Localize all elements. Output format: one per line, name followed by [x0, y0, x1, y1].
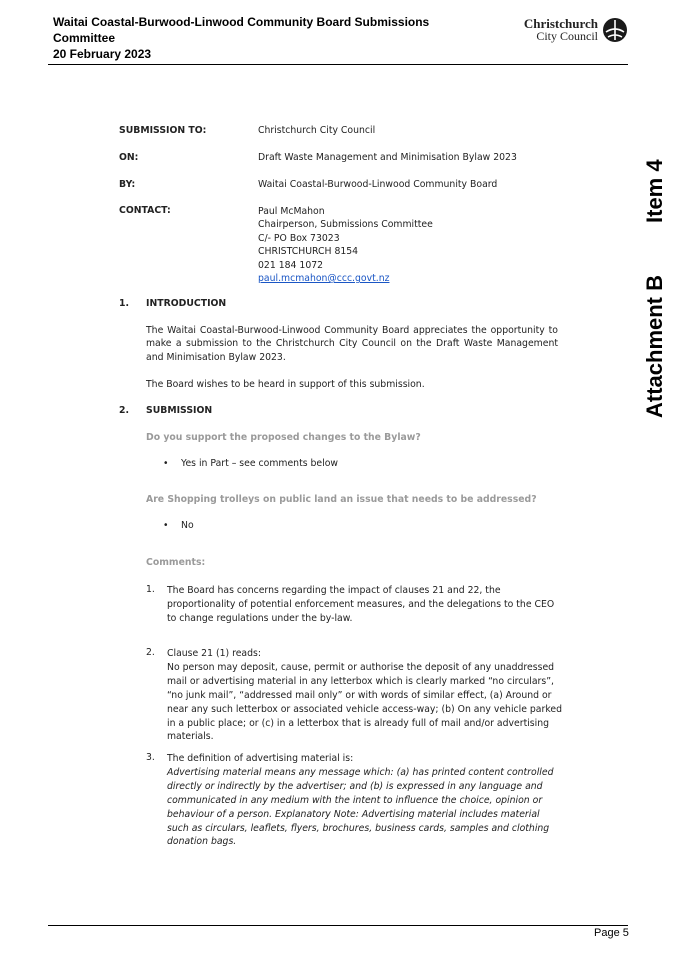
intro-paragraph-2: The Board wishes to be heard in support of this submission.	[146, 379, 425, 390]
side-item-label: Item 4	[642, 159, 667, 223]
side-attachment-label: Attachment B	[642, 274, 667, 418]
comment-3-definition: Advertising material means any message which: (a) has printed content controlled directly or indirectly by the advertiser; and (b) is expressed in any language and communicated in any medium with the intent to influence the choice, opinion or behaviour of a person. Explanatory Note: Advertising material includes material such as circulars, leaflets, flyers, brochures, business cards, samples and clothing donation bags.	[167, 766, 554, 848]
submission-heading: SUBMISSION	[146, 405, 213, 416]
intro-heading: INTRODUCTION	[146, 298, 227, 309]
contact-details	[258, 205, 433, 285]
comment-2-heading: Clause 21 (1) reads:	[167, 648, 262, 659]
answer-2-bullet: •	[163, 520, 169, 531]
by-label: BY:	[119, 179, 136, 190]
header-date: 20 February 2023	[53, 47, 152, 61]
header-title-line2: Committee	[53, 31, 116, 45]
submission-section-number: 2.	[119, 405, 130, 416]
contact-name: Paul McMahon	[258, 206, 325, 217]
contact-email-link[interactable]: paul.mcmahon@ccc.govt.nz	[258, 273, 390, 285]
question-2: Are Shopping trolleys on public land an issue that needs to be addressed?	[146, 494, 537, 505]
contact-label: CONTACT:	[119, 205, 171, 216]
question-1: Do you support the proposed changes to the Bylaw?	[146, 432, 421, 443]
logo-text-line1: Christchurch	[523, 16, 598, 31]
comment-2	[167, 647, 562, 744]
comment-3	[167, 752, 562, 849]
logo-text-line2: City Council	[536, 29, 598, 43]
submission-to-label: SUBMISSION TO:	[119, 125, 207, 136]
intro-section-number: 1.	[119, 298, 130, 309]
contact-po-box: C/- PO Box 73023	[258, 232, 340, 244]
answer-2: No	[181, 520, 194, 531]
council-logo-icon	[602, 17, 628, 43]
on-label: ON:	[119, 152, 139, 163]
page-number: Page 5	[594, 927, 629, 939]
intro-paragraph: The Waitai Coastal-Burwood-Linwood Community Board appreciates the opportunity to make a submission to the Christchurch City Council on the Draft Waste Management and Minimisation Bylaw 2023.	[146, 325, 558, 363]
contact-phone: 021 184 1072	[258, 259, 324, 271]
answer-1: Yes in Part – see comments below	[181, 458, 339, 469]
header-divider	[48, 64, 628, 65]
answer-1-bullet: •	[163, 458, 169, 469]
comment-2-text: No person may deposit, cause, permit or authorise the deposit of any unaddressed mail or advertising material in any letterbox which is clearly marked “no circulars”, “no junk mail”, “addressed mail only” or with words of similar effect, (a) Around or near any such letterbox or associated vehicle access-way; (b) On any vehicle parked in a public place; or (c) in a letterbox that is already full of mail and/or advertising materials.	[167, 661, 562, 743]
comment-2-number: 2.	[146, 647, 155, 658]
by-value: Waitai Coastal-Burwood-Linwood Community Board	[258, 179, 498, 190]
on-value: Draft Waste Management and Minimisation Bylaw 2023	[258, 152, 517, 163]
comments-heading: Comments:	[146, 557, 206, 568]
contact-city: CHRISTCHURCH 8154	[258, 246, 359, 258]
footer-divider	[48, 925, 628, 926]
comment-3-heading: The definition of advertising material is:	[167, 753, 354, 764]
comment-3-number: 3.	[146, 752, 155, 763]
submission-to-value: Christchurch City Council	[258, 125, 376, 136]
council-logo	[510, 16, 628, 46]
contact-role: Chairperson, Submissions Committee	[258, 219, 433, 231]
comment-1-number: 1.	[146, 584, 155, 595]
header-title	[53, 14, 453, 62]
header-title-line1: Waitai Coastal-Burwood-Linwood Community Board Submissions	[53, 15, 430, 29]
comment-1-text: The Board has concerns regarding the impact of clauses 21 and 22, the proportionality of potential enforcement measures, and the delegations to the CEO to change regulations under the by-law.	[167, 585, 555, 624]
